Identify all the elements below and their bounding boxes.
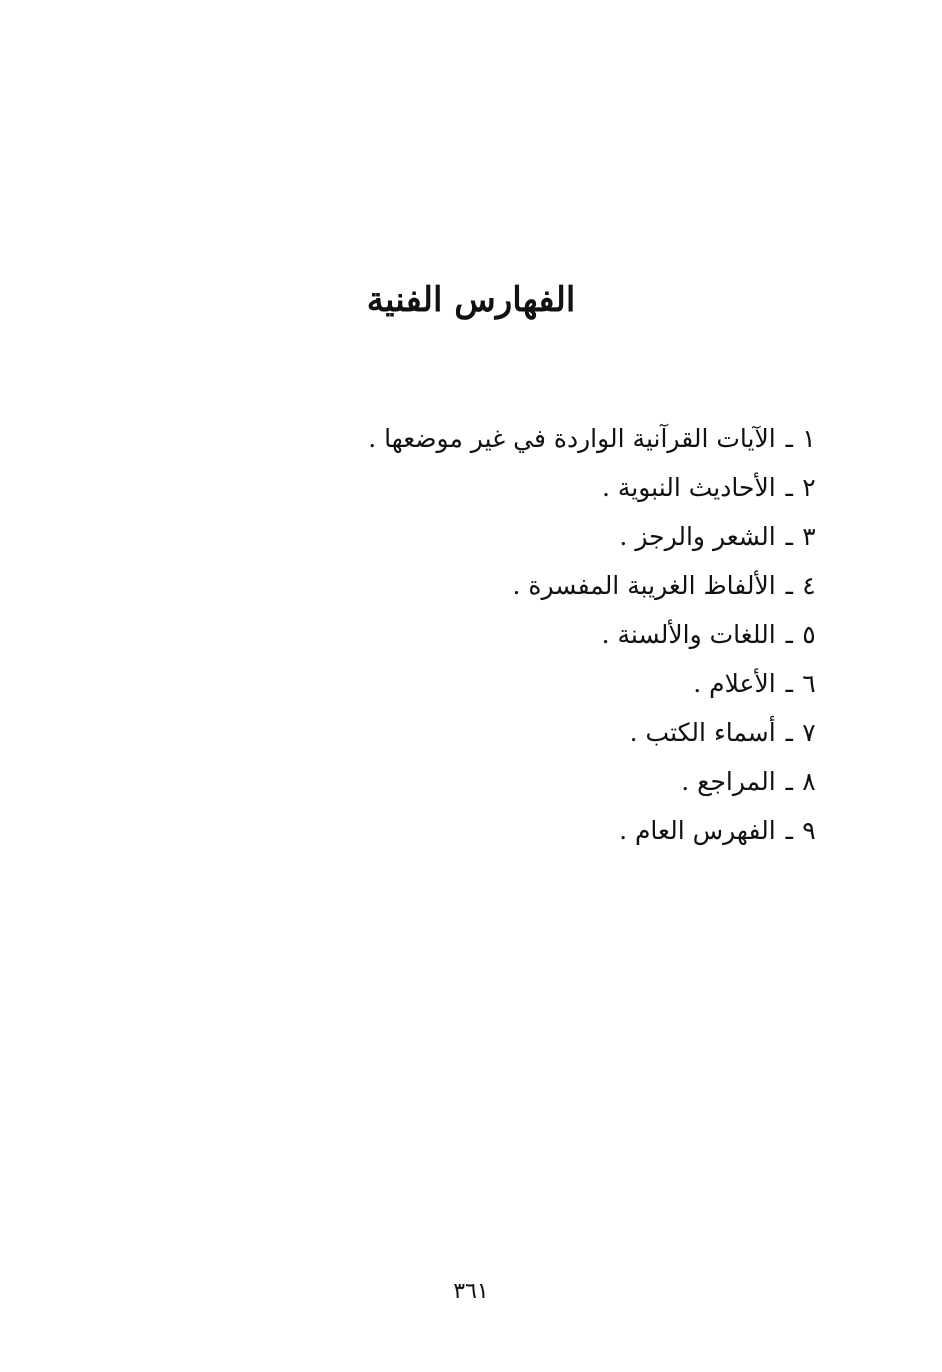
item-number: ٨ bbox=[802, 767, 816, 796]
item-separator: ـ bbox=[785, 571, 793, 600]
item-number: ٤ bbox=[802, 571, 816, 600]
item-number: ١ bbox=[802, 424, 816, 453]
index-item-5 bbox=[217, 610, 817, 659]
item-separator: ـ bbox=[785, 424, 793, 453]
item-separator: ـ bbox=[785, 473, 793, 502]
item-label: اللغات والألسنة . bbox=[601, 620, 776, 649]
item-number: ٧ bbox=[802, 718, 816, 747]
index-item-1 bbox=[217, 414, 817, 463]
item-separator: ـ bbox=[785, 669, 793, 698]
index-item-7 bbox=[217, 708, 817, 757]
item-number: ٥ bbox=[802, 620, 816, 649]
item-label: الأحاديث النبوية . bbox=[601, 473, 776, 502]
item-label: المراجع . bbox=[681, 767, 776, 796]
item-label: الأعلام . bbox=[693, 669, 776, 698]
item-separator: ـ bbox=[785, 718, 793, 747]
item-label: الشعر والرجز . bbox=[619, 522, 776, 551]
item-label: الفهرس العام . bbox=[619, 816, 776, 845]
index-list bbox=[217, 414, 817, 855]
page-number: ٣٦١ bbox=[453, 1279, 489, 1304]
item-separator: ـ bbox=[785, 620, 793, 649]
index-item-2 bbox=[217, 463, 817, 512]
item-label: الآيات القرآنية الواردة في غير موضعها . bbox=[368, 424, 776, 453]
item-label: أسماء الكتب . bbox=[629, 718, 776, 747]
item-number: ٩ bbox=[802, 816, 816, 845]
item-number: ٦ bbox=[802, 669, 816, 698]
index-item-4 bbox=[217, 561, 817, 610]
item-number: ٣ bbox=[802, 522, 816, 551]
item-separator: ـ bbox=[785, 522, 793, 551]
page-title: الفهارس الفنية bbox=[366, 280, 576, 320]
item-label: الألفاظ الغريبة المفسرة . bbox=[512, 571, 776, 600]
index-item-8 bbox=[217, 757, 817, 806]
item-separator: ـ bbox=[785, 816, 793, 845]
item-number: ٢ bbox=[802, 473, 816, 502]
item-separator: ـ bbox=[785, 767, 793, 796]
index-item-6 bbox=[217, 659, 817, 708]
index-item-9 bbox=[217, 806, 817, 855]
index-item-3 bbox=[217, 512, 817, 561]
